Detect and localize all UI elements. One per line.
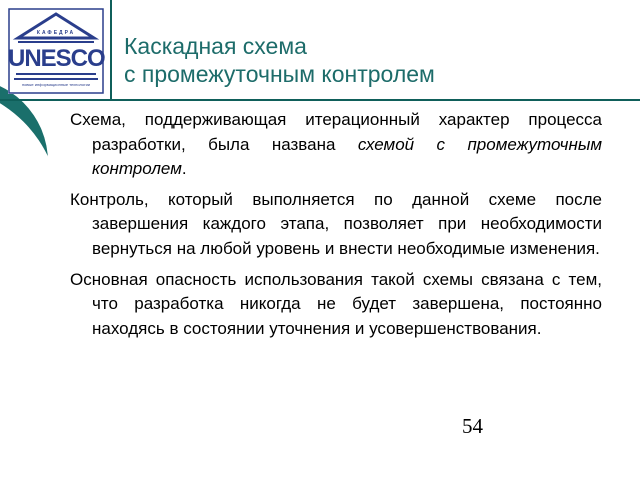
- paragraph-1-emphasis: схемой с промежуточным контролем: [92, 134, 603, 179]
- paragraph-2-text: Контроль, который выполняется по данной схеме после завершения каждого этапа, позволяет при необходимости вернуться на любой уровень и внести необходимые изменения.: [70, 189, 602, 258]
- paragraph-2: [70, 188, 602, 262]
- slide-title-line1: Каскадная схема: [124, 33, 307, 59]
- header-divider-horizontal: [0, 99, 640, 101]
- slide-title-line2: с промежуточным контролем: [124, 61, 435, 87]
- unesco-logo: [8, 8, 104, 94]
- paragraph-3-text: Основная опасность использования такой схемы связана с тем, что разработка никогда не будет завершена, постоянно находясь в состоянии уточнения и усовершенствования.: [70, 269, 602, 338]
- page-number: 54: [462, 414, 483, 438]
- logo-bottom-text: новые информационные технологии: [21, 82, 91, 87]
- paragraph-1-end: .: [181, 159, 187, 179]
- header-divider-vertical: [110, 0, 112, 101]
- paragraph-1: [70, 108, 602, 182]
- paragraph-1-text: Схема, поддерживающая итерационный характер процесса разработки, была названа: [70, 110, 602, 154]
- paragraph-3: [70, 268, 602, 342]
- logo-text: UNESCO: [8, 45, 105, 72]
- slide-body: [70, 108, 602, 347]
- logo-top-text: КАФЕДРА: [36, 30, 76, 36]
- slide-title: [124, 32, 624, 88]
